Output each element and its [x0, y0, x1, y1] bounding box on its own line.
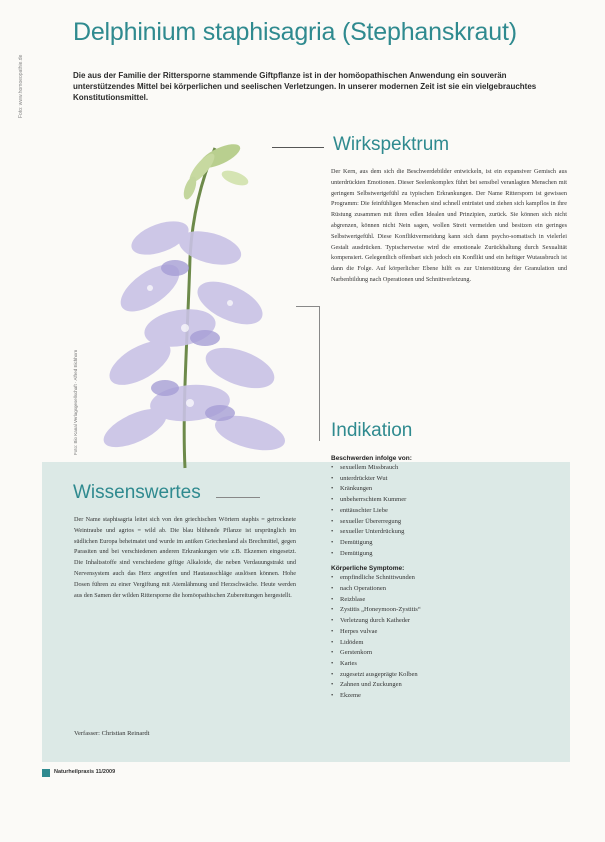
wissenswertes-text: Der Name staphisagria leitet sich von den griechischen Wörtern staphis = getrocknete Weintraube und agrios = wild ab. Die blau blühende Pflanze ist ursprünglich im südlichen Europa beheimatet und wurde im antiken Griechenland als Brechmittel, gegen Parasiten und bei verschiedenen anderen Erkrankungen wie z.B. Ekzemen eingesetzt. Die Inhaltsstoffe sind verschiedene giftige Alkaloide, die neben Verdauungstrakt und Nervensystem auch das Herz angreifen und Hautausschläge auslösen können. Hohe Dosen führen zu einer Vergiftung mit Atemlähmung und Herzschwäche. Heute werden aus den Samen der wilden Rittersporne die homöopathischen Zubereitungen hergestellt.	[74, 516, 296, 599]
bracket-line	[319, 306, 320, 441]
delphinium-image	[90, 128, 300, 478]
indikation-group2-title: Körperliche Symptome:	[331, 565, 405, 573]
list-item: • Ekzeme	[331, 691, 567, 702]
list-item: • Kränkungen	[331, 484, 567, 495]
list-item: • Karies	[331, 659, 567, 670]
indikation-group2	[331, 573, 567, 701]
indikation-group1	[331, 463, 567, 559]
publication-logo-icon	[42, 769, 50, 777]
footer-publication: Naturheilpraxis 11/2009	[54, 769, 116, 775]
flower-illustration	[90, 128, 300, 478]
indikation-heading: Indikation	[331, 420, 413, 441]
list-item: • zugesetzt ausgeprägte Kolben	[331, 670, 567, 681]
list-item: • Verletzung durch Katheder	[331, 616, 567, 627]
list-item: • empfindliche Schnittwunden	[331, 573, 567, 584]
list-item: • sexueller Unterdrückung	[331, 527, 567, 538]
list-item: • Gerstenkorn	[331, 648, 567, 659]
list-item: • Lidödem	[331, 638, 567, 649]
page-title: Delphinium staphisagria (Stephanskraut)	[73, 18, 517, 46]
bracket-line-top	[296, 306, 320, 307]
author-credit: Verfasser: Christian Reinardt	[74, 730, 150, 737]
wissenswertes-rule	[216, 497, 260, 498]
list-item: • sexuellem Missbrauch	[331, 463, 567, 474]
list-item: • Zahnen und Zuckungen	[331, 680, 567, 691]
photo-credit: Foto: Bio Kanal Verlagsgesellschaft · Alfred Eichhorn	[73, 349, 78, 455]
list-item: • unterdrückter Wut	[331, 474, 567, 485]
wirkspektrum-rule	[272, 147, 324, 148]
indikation-group1-title: Beschwerden infolge von:	[331, 455, 412, 462]
list-item: • Demütigung	[331, 538, 567, 549]
indikation-lists	[331, 455, 567, 708]
side-credit: Foto: www.homoeopathie.de	[18, 54, 24, 118]
list-item: • unbeherrschtem Kummer	[331, 495, 567, 506]
list-item: • sexueller Übererregung	[331, 517, 567, 528]
list-item: • Zystitis „Honeymoon-Zystitis“	[331, 605, 567, 616]
wirkspektrum-heading: Wirkspektrum	[333, 134, 450, 155]
list-item: • enttäuschter Liebe	[331, 506, 567, 517]
list-item: • Herpes vulvae	[331, 627, 567, 638]
wissenswertes-heading: Wissenswertes	[73, 482, 201, 503]
lead-paragraph: Die aus der Familie der Rittersporne stammende Giftpflanze ist in der homöopathischen Anwendung ein souverän unterstützendes Mittel bei körperlichen und seelischen Verletzungen. In unserer modernen Zeit ist sie ein vielgebrauchtes Konstitutionsmittel.	[73, 71, 537, 102]
list-item: • Demütigung	[331, 549, 567, 560]
list-item: • nach Operationen	[331, 584, 567, 595]
list-item: • Reizblase	[331, 595, 567, 606]
wirkspektrum-text: Der Kern, aus dem sich die Beschwerdebilder entwickeln, ist ein expansiver Gemisch aus unterdrückten Emotionen. Dieser Seelenkomplex führt bei sensibel veranlagten Menschen mit geringem Selbstwertgefühl zu typischen Erkrankungen. Der Name Rittersporn ist gewissen Programm: Die feinfühligen Menschen sind schnell entrüstet und ziehen sich kampflos in ihre Rüstung zusammen mit ihren edlen Idealen und Prinzipien, zurück. Sie können sich nicht abgrenzen, können nicht Nein sagen, wollen Streit vermeiden und besitzen ein geringes Selbstwertgefühl. Diese Konfliktvermeidung kann sich dann psycho-somatisch in vielerlei Gestalt ausdrücken. Typischerweise wird die emotionale Zurückhaltung durch Sexualität kompensiert. Gelegentlich offenbart sich jedoch ein Konflikt und ein heftiger Wutausbruch ist dann die Folge. Auf körperlicher Ebene hilft es zur Unterstützung der Granulation und Narbenbildung nach Operationen und Schnittverletzung.	[331, 168, 567, 283]
